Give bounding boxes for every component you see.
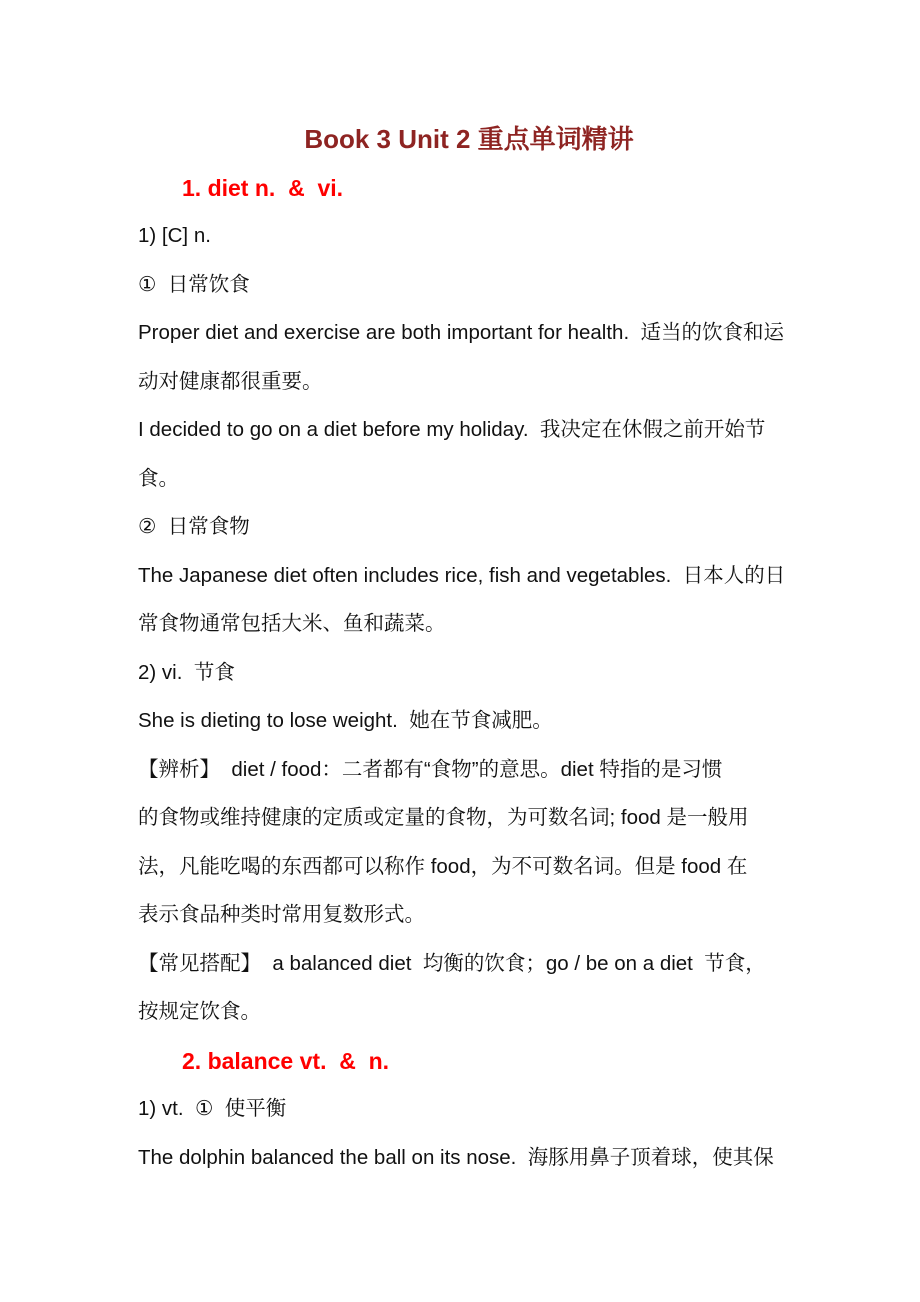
text-line: 1) [C] n. xyxy=(138,224,211,247)
section-balance xyxy=(138,1037,800,1183)
text-line: The Japanese diet often includes rice, fish and vegetables. 日本人的日 xyxy=(138,563,786,587)
text-line: 【辨析】 diet / food：二者都有“食物”的意思。diet 特指的是习惯 xyxy=(138,757,723,781)
text-line: Proper diet and exercise are both important for health. 适当的饮食和运 xyxy=(138,321,785,344)
text-line: ② 日常食物 xyxy=(138,515,250,538)
text-line: I decided to go on a diet before my holiday. 我决定在休假之前开始节 xyxy=(138,418,766,441)
text-line: 的食物或维持健康的定质或定量的食物，为可数名词; food 是一般用 xyxy=(138,806,749,829)
word-heading-balance: 2. balance vt. & n. xyxy=(182,1047,390,1074)
text-line: 1) vt. ① 使平衡 xyxy=(138,1097,287,1120)
text-line: 【常见搭配】 a balanced diet 均衡的饮食；go / be on a diet 节食， xyxy=(138,951,766,975)
text-line: 表示食品种类时常用复数形式。 xyxy=(138,903,425,926)
text-line: She is dieting to lose weight. 她在节食减肥。 xyxy=(138,709,553,732)
text-line: 法，凡能吃喝的东西都可以称作 food，为不可数名词。但是 food 在 xyxy=(138,854,748,878)
text-line: 按规定饮食。 xyxy=(138,1000,261,1023)
text-line: ① 日常饮食 xyxy=(138,272,250,296)
word-heading-diet: 1. diet n. & vi. xyxy=(182,174,344,201)
text-line: 常食物通常包括大米、鱼和蔬菜。 xyxy=(138,612,446,635)
text-line: 食。 xyxy=(138,466,179,490)
text-line: 动对健康都很重要。 xyxy=(138,369,323,393)
document-title: Book 3 Unit 2 重点单词精讲 xyxy=(304,124,634,154)
text-line: 2) vi. 节食 xyxy=(138,660,235,684)
section-diet xyxy=(138,164,800,1037)
text-line: The dolphin balanced the ball on its nose. 海豚用鼻子顶着球，使其保 xyxy=(138,1145,774,1169)
